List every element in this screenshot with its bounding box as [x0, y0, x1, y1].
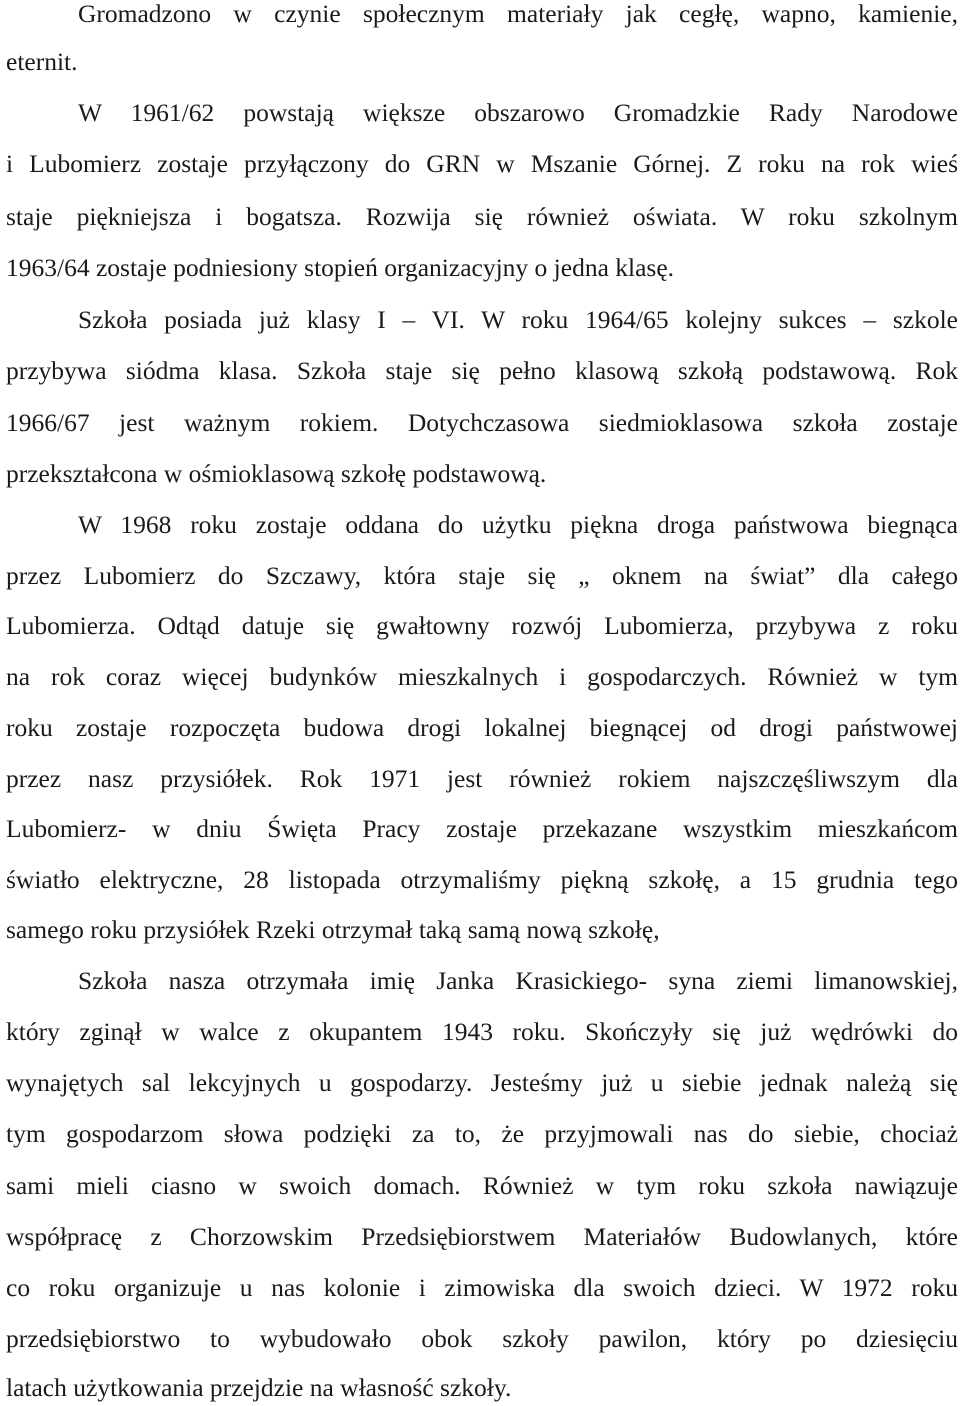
text-line: 1966/67 jest ważnym rokiem. Dotychczasowa siedmioklasowa szkoła zostaje — [6, 408, 958, 437]
text-line: Szkoła posiada już klasy I – VI. W roku 1964/65 kolejny sukces – szkole — [78, 305, 958, 334]
text-line: tym gospodarzom słowa podzięki za to, że przyjmowali nas do siebie, chociaż — [6, 1119, 958, 1148]
text-line: Gromadzono w czynie społecznym materiały jak cegłę, wapno, kamienie, — [78, 0, 958, 28]
text-line: przez Lubomierz do Szczawy, która staje się „ oknem na świat” dla całego — [6, 561, 958, 590]
text-line: wynajętych sal lekcyjnych u gospodarzy. Jesteśmy już u siebie jednak należą się — [6, 1068, 958, 1097]
text-line: latach użytkowania przejdzie na własność szkoły. — [6, 1373, 512, 1402]
text-line: światło elektryczne, 28 listopada otrzymaliśmy piękną szkołę, a 15 grudnia tego — [6, 865, 958, 894]
text-line: samego roku przysiółek Rzeki otrzymał taką samą nową szkołę, — [6, 915, 660, 944]
text-line: Lubomierza. Odtąd datuje się gwałtowny rozwój Lubomierza, przybywa z roku — [6, 611, 958, 640]
text-line: przekształcona w ośmioklasową szkołę podstawową. — [6, 459, 547, 488]
text-line: i Lubomierz zostaje przyłączony do GRN w Mszanie Górnej. Z roku na rok wieś — [6, 149, 958, 178]
text-line: przybywa siódma klasa. Szkoła staje się pełno klasową szkołą podstawową. Rok — [6, 356, 958, 385]
text-line: roku zostaje rozpoczęta budowa drogi lokalnej biegnącej od drogi państwowej — [6, 713, 958, 742]
text-line: co roku organizuje u nas kolonie i zimowiska dla swoich dzieci. W 1972 roku — [6, 1273, 958, 1302]
text-line: przedsiębiorstwo to wybudowało obok szkoły pawilon, który po dziesięciu — [6, 1324, 958, 1353]
text-line: Szkoła nasza otrzymała imię Janka Krasickiego- syna ziemi limanowskiej, — [78, 966, 958, 995]
text-line: Lubomierz- w dniu Święta Pracy zostaje przekazane wszystkim mieszkańcom — [6, 814, 958, 843]
text-line: przez nasz przysiółek. Rok 1971 jest również rokiem najszczęśliwszym dla — [6, 764, 958, 793]
text-line: 1963/64 zostaje podniesiony stopień organizacyjny o jedna klasę. — [6, 253, 675, 282]
text-line: staje piękniejsza i bogatsza. Rozwija się również oświata. W roku szkolnym — [6, 202, 958, 231]
text-line: sami mieli ciasno w swoich domach. Również w tym roku szkoła nawiązuje — [6, 1171, 958, 1200]
text-line: eternit. — [6, 47, 78, 76]
text-line: W 1961/62 powstają większe obszarowo Gromadzkie Rady Narodowe — [78, 98, 958, 127]
text-line: współpracę z Chorzowskim Przedsiębiorstwem Materiałów Budowlanych, które — [6, 1222, 958, 1251]
text-line: który zginął w walce z okupantem 1943 roku. Skończyły się już wędrówki do — [6, 1017, 958, 1046]
text-line: W 1968 roku zostaje oddana do użytku piękna droga państwowa biegnąca — [78, 510, 958, 539]
text-line: na rok coraz więcej budynków mieszkalnych i gospodarczych. Również w tym — [6, 662, 958, 691]
